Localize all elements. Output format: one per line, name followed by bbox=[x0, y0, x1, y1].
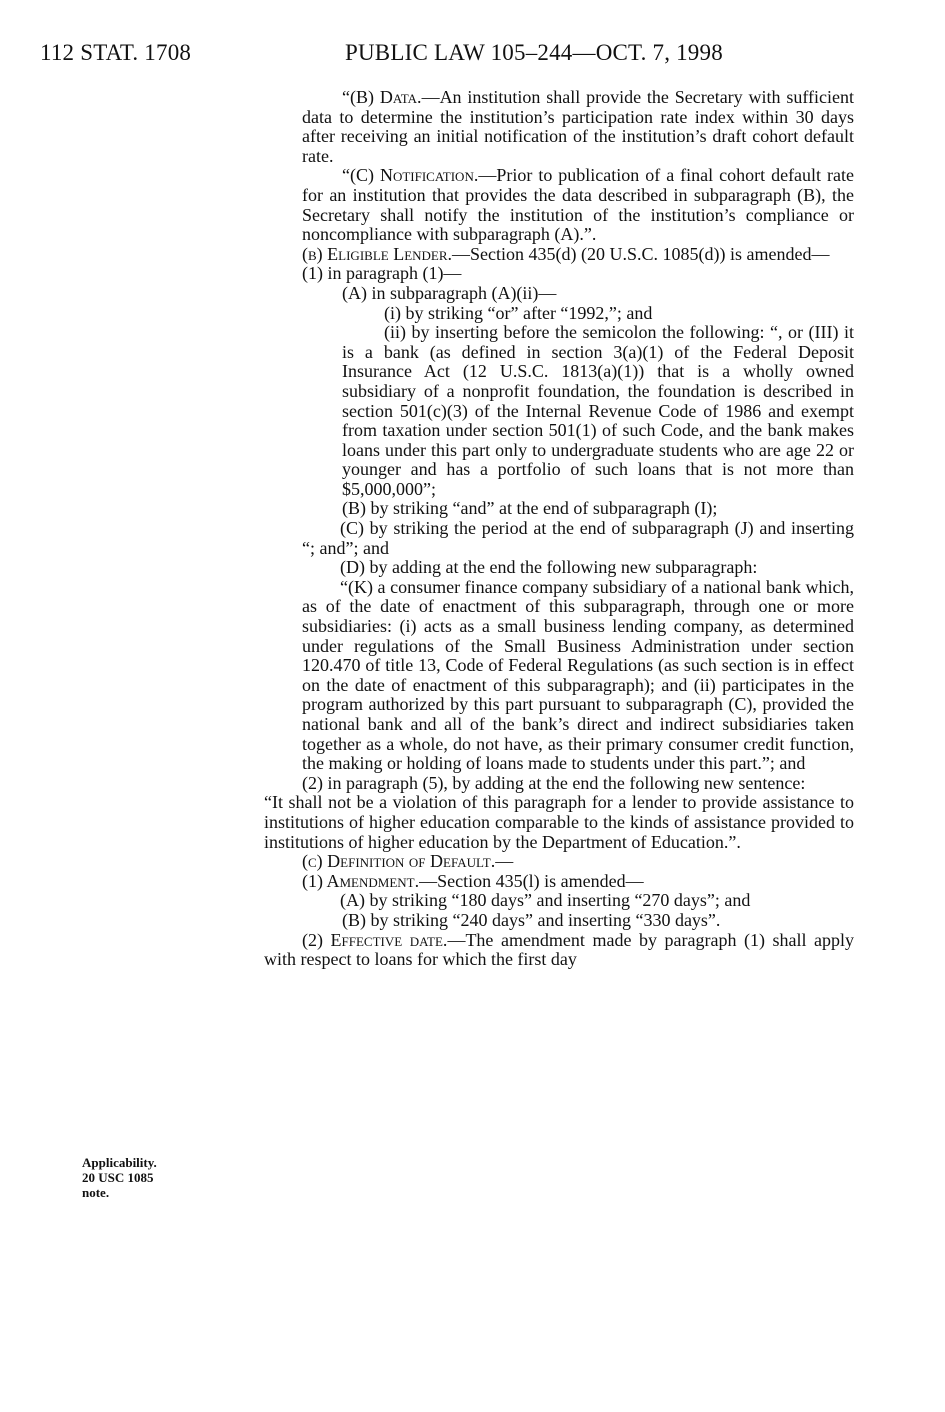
paragraph-2: (2) in paragraph (5), by adding at the end the following new sentence: bbox=[302, 772, 806, 793]
document-body bbox=[232, 88, 854, 970]
paragraph-2-quote: “It shall not be a violation of this paragraph for a lender to provide assistance to institutions of higher education comparable to the kinds of assistance provided to institutions of higher education by the Department of Education.”. bbox=[264, 792, 854, 852]
text-c-definition: — bbox=[495, 851, 514, 872]
heading-c2: (2) Effective date. bbox=[302, 929, 448, 950]
page-reference: 112 STAT. 1708 bbox=[40, 40, 192, 65]
paragraph-c1-b: (B) by striking “240 days” and inserting “330 days”. bbox=[342, 909, 721, 930]
paragraph-c-notification bbox=[232, 166, 854, 244]
heading-c-notification: “(C) Notification. bbox=[342, 165, 479, 186]
margin-note-line: Applicability. bbox=[82, 1155, 157, 1170]
paragraph-1-b: (B) by striking “and” at the end of subparagraph (I); bbox=[342, 498, 718, 519]
text-c2: —The amendment made by paragraph (1) shall apply with respect to loans for which the first day bbox=[264, 929, 854, 970]
text-b-data: —An institution shall provide the Secretary with sufficient data to determine the institution’s participation rate index within 30 days after receiving an initial notification of the institution’s draft cohort default rate. bbox=[302, 87, 855, 166]
margin-note bbox=[82, 1155, 157, 1200]
text-b-eligible-lender: —Section 435(d) (20 U.S.C. 1085(d)) is amended— bbox=[452, 243, 830, 264]
text-c1: —Section 435(l) is amended— bbox=[419, 870, 644, 891]
paragraph-1-c: (C) by striking the period at the end of subparagraph (J) and inserting “; and”; and bbox=[302, 518, 854, 558]
margin-note-line: note. bbox=[82, 1185, 110, 1200]
heading-c-definition: (c) Definition of Default. bbox=[302, 851, 496, 872]
page-title: PUBLIC LAW 105–244—OCT. 7, 1998 bbox=[345, 40, 723, 65]
paragraph-1: (1) in paragraph (1)— bbox=[302, 263, 462, 284]
paragraph-1-a-i: (i) by striking “or” after “1992,”; and bbox=[384, 302, 653, 323]
paragraph-c1-a: (A) by striking “180 days” and inserting “270 days”; and bbox=[340, 890, 751, 911]
heading-b-data: “(B) Data. bbox=[342, 87, 422, 107]
paragraph-k: “(K) a consumer finance company subsidiary of a national bank which, as of the date of enactment of this subparagraph, through one or more subsidiaries: (i) acts as a small business lending company, as determined under regulations of the Small Business Administration under section 120.470 of title 13, Code of Federal Regulations (as such section is in effect on the date of enactment of this subparagraph); and (ii) participates in the program authorized by this part pursuant to subparagraph (C), provided the national bank and all of the bank’s direct and indirect subsidiaries taken together as a whole, do not have, as their primary consumer credit function, the making or holding of loans made to students under this part.”; and bbox=[302, 576, 854, 774]
paragraph-1-a-ii: (ii) by inserting before the semicolon the following: “, or (III) it is a bank (as defined in section 3(a)(1) of the Federal Deposit Insurance Act (12 U.S.C. 1813(a)(1)) that is a wholly owned subsidiary of a nonprofit foundation, the foundation is described in section 501(c)(3) of the Internal Revenue Code of 1986 and exempt from taxation under section 501(1) of such Code, and the bank makes loans under this part only to undergraduate students who are age 22 or younger and has a portfolio of such loans that is not more than $5,000,000”; bbox=[342, 322, 854, 499]
heading-b-eligible-lender: (b) Eligible Lender. bbox=[302, 243, 453, 264]
margin-note-line: 20 USC 1085 bbox=[82, 1170, 154, 1185]
paragraph-1-a: (A) in subparagraph (A)(ii)— bbox=[342, 282, 557, 303]
heading-c1: (1) Amendment. bbox=[302, 870, 420, 891]
paragraph-1-d: (D) by adding at the end the following new subparagraph: bbox=[340, 557, 758, 578]
paragraph-b-data bbox=[232, 88, 854, 166]
text-c-notification: —Prior to publication of a final cohort default rate for an institution that provides the data described in subparagraph (B), the Secretary shall notify the institution of the institution’s compliance or noncompliance with subparagraph (A).”. bbox=[302, 165, 854, 245]
paragraph-c2 bbox=[232, 931, 854, 970]
paragraph-c1 bbox=[232, 872, 854, 892]
paragraph-b-eligible-lender bbox=[232, 245, 854, 265]
paragraph-c-definition bbox=[232, 852, 854, 872]
